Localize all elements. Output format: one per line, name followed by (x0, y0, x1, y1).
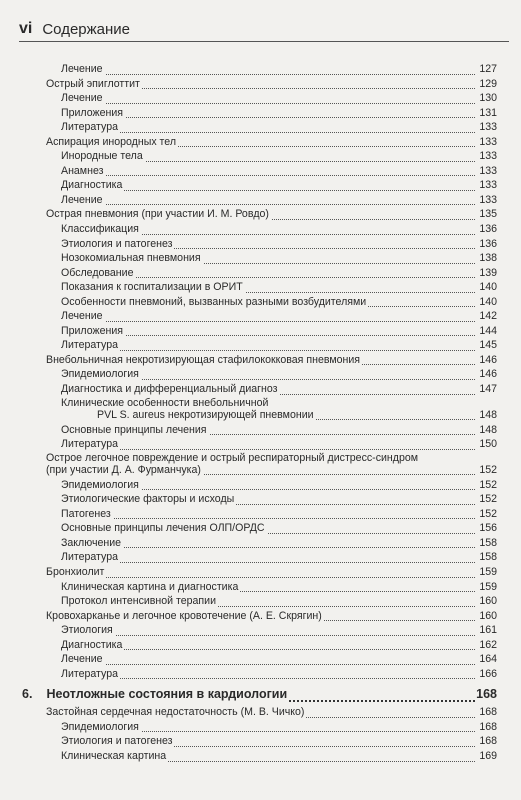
toc-page-number: 136 (475, 237, 497, 252)
toc-entry-title: Диагностика (61, 638, 123, 651)
page-number: vi (19, 20, 33, 37)
toc-entry-title: Основные принципы лечения (61, 423, 207, 436)
toc-entry-title: Литература (61, 438, 118, 451)
toc-page-number: 133 (475, 120, 497, 135)
toc-page-number: 152 (475, 478, 497, 493)
toc-page-number: 136 (475, 222, 497, 237)
toc-page-number: 131 (475, 106, 497, 121)
toc-leader-dots (61, 59, 475, 75)
toc-entry-title: Эпидемиология (61, 478, 139, 491)
toc-leader-dots (46, 562, 475, 578)
toc-entry-title: Аспирация инородных тел (46, 135, 177, 148)
toc-page-number: 146 (475, 367, 497, 382)
toc-page-number: 139 (475, 266, 497, 281)
toc-entry-title (46, 452, 422, 477)
toc-entry-title: Бронхиолит (46, 565, 105, 578)
toc-entry-title: Острый эпиглоттит (46, 77, 140, 90)
toc-page-number: 156 (475, 521, 497, 536)
toc-page-number: 160 (475, 609, 497, 624)
toc-entry-title: Приложения (61, 106, 123, 119)
toc-entry-title: Показания к госпитализации в ОРИТ (61, 281, 243, 294)
toc-page-number: 146 (475, 353, 497, 368)
toc-page-number: 159 (475, 580, 497, 595)
toc-page-number: 158 (475, 536, 497, 551)
toc-page-number: 161 (475, 623, 497, 638)
toc-leader-dots (61, 547, 475, 563)
toc-entry-title: Заключение (61, 536, 122, 549)
toc-entry (0, 749, 521, 764)
toc-entry-title-line1: Клинические особенности внебольничной (61, 396, 269, 409)
toc-page-number: 160 (475, 594, 497, 609)
toc-page-number: 152 (475, 507, 497, 522)
toc-page-number: 150 (475, 437, 497, 452)
toc-page-number: 133 (475, 149, 497, 164)
toc-entry-title: Классификация (61, 223, 139, 236)
toc-leader-dots (61, 533, 475, 549)
toc-page-number: 168 (475, 705, 497, 720)
toc-entry-title: Лечение (61, 653, 103, 666)
toc-page-number: 147 (475, 382, 497, 397)
toc-entry-title: Эпидемиология (61, 720, 139, 733)
toc-entry-title: Лечение (61, 92, 103, 105)
toc-entry-title-line2: (при участии Д. А. Фурманчука) (46, 464, 201, 477)
toc-page-number: 140 (475, 295, 497, 310)
toc-page-number: 169 (475, 749, 497, 764)
running-title: Содержание (42, 21, 131, 38)
toc-page-number: 168 (475, 720, 497, 735)
toc-leader-dots (61, 434, 475, 450)
toc-entry-title: Анамнез (61, 164, 104, 177)
toc-page-number: 168 (475, 683, 497, 705)
toc-leader-dots (61, 649, 475, 665)
toc-page-number: 164 (475, 652, 497, 667)
toc-page-number: 148 (475, 423, 497, 438)
toc-entry-title: Внебольничная некротизирующая стафилококковая пневмония (46, 353, 361, 366)
toc-page-number: 144 (475, 324, 497, 339)
toc-page-number: 152 (475, 492, 497, 507)
toc-page-number: 135 (475, 207, 497, 222)
toc-entry-title: Инородные тела (61, 150, 143, 163)
toc-leader-dots (61, 88, 475, 104)
toc-entry-title: Приложения (61, 324, 123, 337)
toc-entry-title: Острая пневмония (при участии И. М. Ровдо) (46, 208, 269, 221)
toc-page-number: 138 (475, 251, 497, 266)
section-number: 6. (22, 687, 33, 702)
toc-page-number: 130 (475, 91, 497, 106)
toc-entry-title: Патогенез (61, 507, 111, 520)
toc-entry (0, 437, 521, 452)
toc-entry-title: Клиническая картина (61, 749, 167, 762)
toc-entry-title: Литература (61, 551, 118, 564)
toc-leader-dots (61, 620, 475, 636)
toc-entry-title: Литература (61, 339, 118, 352)
toc-entry-title: Литература (61, 667, 118, 680)
toc-page-number: 133 (475, 178, 497, 193)
toc-page-number: 133 (475, 164, 497, 179)
toc-entry-title: Эпидемиология (61, 368, 139, 381)
toc-entry-title: Особенности пневмоний, вызванных разными возбудителями (61, 295, 367, 308)
toc-leader-dots (61, 335, 475, 351)
toc-entry-title-line1: Острое легочное повреждение и острый респираторный дистресс-синдром (46, 451, 419, 464)
toc-page-number: 166 (475, 667, 497, 682)
toc-leader-dots (61, 190, 475, 206)
table-of-contents (0, 62, 521, 764)
toc-leader-dots (61, 504, 475, 520)
toc-page-number: 133 (475, 193, 497, 208)
toc-leader-dots (61, 117, 475, 133)
toc-entry-title: Диагностика (61, 179, 123, 192)
section-title: Неотложные состояния в кардиологии (46, 687, 288, 702)
toc-page-number: 162 (475, 638, 497, 653)
toc-leader-dots (61, 306, 475, 322)
toc-entry-title: Этиологические факторы и исходы (61, 493, 235, 506)
toc-leader-dots (61, 161, 475, 177)
toc-entry-title: Этиология и патогенез (61, 237, 173, 250)
toc-page-number: 145 (475, 338, 497, 353)
toc-page-number: 127 (475, 62, 497, 77)
toc-entry-title: Застойная сердечная недостаточность (М. В. Чичко) (46, 706, 305, 719)
toc-entry-title: Кровохарканье и легочное кровотечение (А. Е. Скрягин) (46, 609, 322, 622)
toc-entry-title: Нозокомиальная пневмония (61, 252, 201, 265)
toc-entry-title: Клиническая картина и диагностика (61, 580, 239, 593)
toc-entry-title (61, 397, 318, 422)
toc-entry-title-line2: PVL S. aureus некротизирующей пневмонии (61, 409, 316, 422)
toc-entry-title: Диагностика и дифференциальный диагноз (61, 383, 278, 396)
toc-entry-title: Лечение (61, 63, 103, 75)
toc-page-number: 142 (475, 309, 497, 324)
toc-page-number: 158 (475, 550, 497, 565)
toc-entry-title: Основные принципы лечения ОЛП/ОРДС (61, 522, 265, 535)
toc-entry-title: Обследование (61, 266, 134, 279)
toc-page-number: 159 (475, 565, 497, 580)
toc-page-number: 168 (475, 734, 497, 749)
toc-page-number: 148 (475, 408, 497, 423)
toc-entry (0, 382, 521, 397)
running-header (19, 16, 509, 42)
toc-entry-title: Лечение (61, 310, 103, 323)
toc-entry-title: Литература (61, 121, 118, 134)
toc-entry-title: Этиология (61, 624, 113, 637)
toc-entry-title: Протокол интенсивной терапии (61, 595, 216, 608)
toc-entry-title: Лечение (61, 193, 103, 206)
toc-page-number: 129 (475, 77, 497, 92)
toc-entry-title: Этиология и патогенез (61, 735, 173, 748)
toc-page-number: 133 (475, 135, 497, 150)
toc-leader-dots (61, 664, 475, 680)
toc-page-number: 140 (475, 280, 497, 295)
toc-page-number: 152 (475, 463, 497, 478)
